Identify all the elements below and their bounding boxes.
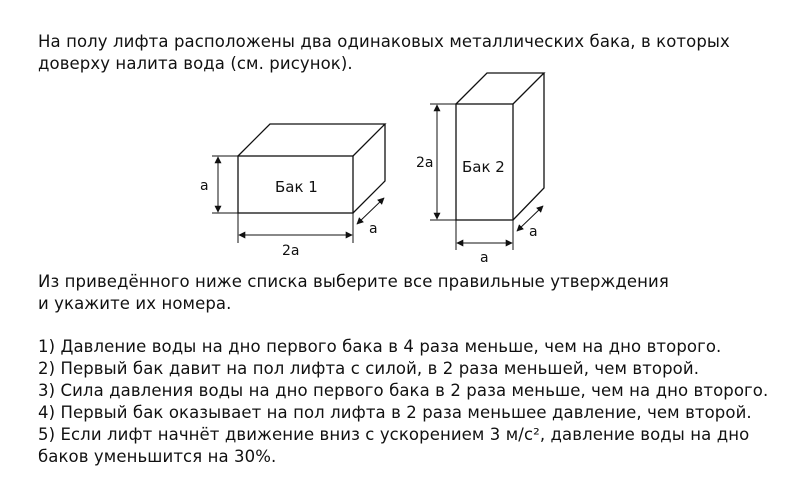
- tank-2-height-label: 2a: [416, 155, 434, 171]
- question-text: [38, 271, 669, 315]
- tank-2-width-label: a: [480, 250, 489, 266]
- statements-list: [38, 336, 768, 468]
- tank-1-width-label: 2a: [282, 243, 300, 259]
- tank-1: [238, 124, 385, 213]
- tank-1-height-label: a: [200, 178, 209, 194]
- statement-5-continuation: баков уменьшится на 30%.: [38, 447, 277, 466]
- intro-line-1: На полу лифта расположены два одинаковых металлических бака, в которых: [38, 32, 730, 51]
- tank-2-label: Бак 2: [462, 158, 505, 176]
- intro-line-2: доверху налита вода (см. рисунок).: [38, 54, 353, 73]
- question-line-2: и укажите их номера.: [38, 294, 232, 313]
- tank-2-dimensions: [430, 104, 543, 250]
- statement-4: 4) Первый бак оказывает на пол лифта в 2 раза меньшее давление, чем второй.: [38, 403, 752, 422]
- tank-1-label: Бак 1: [275, 178, 318, 196]
- tank-2: [456, 73, 544, 220]
- tank-2-top-face: [456, 73, 544, 104]
- tank-1-top-face: [238, 124, 385, 156]
- question-line-1: Из приведённого ниже списка выберите все правильные утверждения: [38, 272, 669, 291]
- tank-2-side-face: [513, 73, 544, 220]
- tank-2-depth-label: a: [529, 224, 538, 240]
- tank-1-depth-label: a: [369, 221, 378, 237]
- statement-2: 2) Первый бак давит на пол лифта с силой, в 2 раза меньшей, чем второй.: [38, 359, 700, 378]
- statement-5: 5) Если лифт начнёт движение вниз с ускорением 3 м/с², давление воды на дно: [38, 425, 750, 444]
- statement-1: 1) Давление воды на дно первого бака в 4 раза меньше, чем на дно второго.: [38, 337, 722, 356]
- statement-3: 3) Сила давления воды на дно первого бака в 2 раза меньше, чем на дно второго.: [38, 381, 769, 400]
- tank-1-side-face: [353, 124, 385, 213]
